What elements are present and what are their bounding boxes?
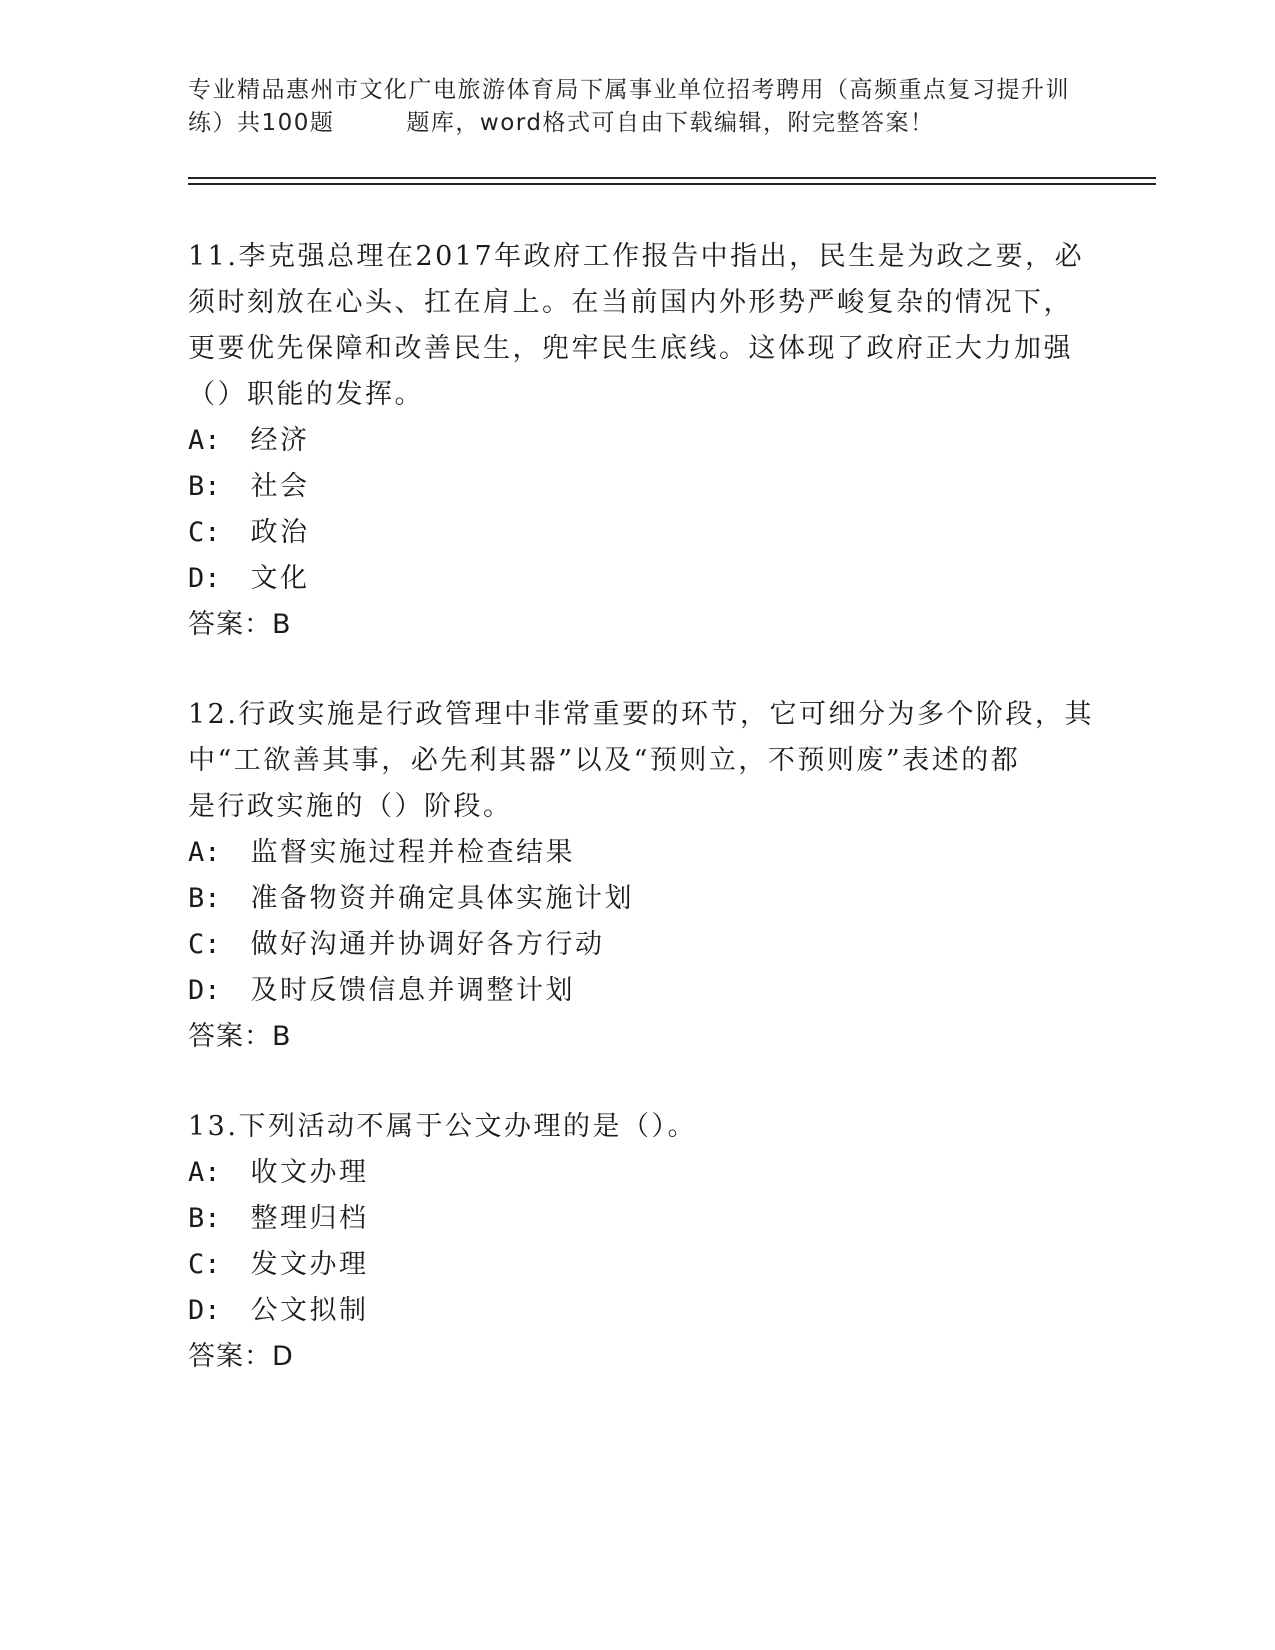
option-text: 及时反馈信息并调整计划 (250, 975, 576, 1006)
header-title-line2-part1: 练）共100题 (188, 110, 335, 136)
option-text: 发文办理 (250, 1249, 369, 1280)
option-letter: C: (188, 929, 221, 960)
document-header (188, 74, 1088, 140)
option-letter: D: (188, 1295, 221, 1326)
stem-line: 须时刻放在心头、扛在肩上。在当前国内外形势严峻复杂的情况下， (188, 287, 1073, 318)
option-a (188, 830, 1088, 876)
option-text: 收文办理 (250, 1157, 369, 1188)
option-c (188, 510, 1088, 556)
stem-line: 更要优先保障和改善民生，兜牢民生底线。这体现了政府正大力加强 (188, 333, 1073, 364)
answer-label: 答案：D (188, 1341, 294, 1372)
header-title-line2-part2: 题库，word格式可自由下载编辑，附完整答案！ (406, 110, 935, 136)
stem-line: 12.行政实施是行政管理中非常重要的环节，它可细分为多个阶段，其 (188, 699, 1094, 730)
answer-label: 答案：B (188, 609, 292, 640)
option-text: 准备物资并确定具体实施计划 (250, 883, 635, 914)
option-text: 经济 (250, 425, 310, 456)
question-13 (188, 1104, 1088, 1380)
option-letter: C: (188, 517, 221, 548)
stem-line: 是行政实施的（）阶段。 (188, 791, 513, 822)
stem-line: 11.李克强总理在2017年政府工作报告中指出，民生是为政之要，必 (188, 241, 1085, 272)
option-letter: A: (188, 425, 221, 456)
option-text: 整理归档 (250, 1203, 369, 1234)
option-a (188, 418, 1088, 464)
option-letter: C: (188, 1249, 221, 1280)
option-d (188, 556, 1088, 602)
option-text: 监督实施过程并检查结果 (250, 837, 576, 868)
header-title-line1: 专业精品惠州市文化广电旅游体育局下属事业单位招考聘用（高频重点复习提升训 (188, 77, 1070, 103)
option-letter: A: (188, 837, 221, 868)
option-c (188, 922, 1088, 968)
answer-label: 答案：B (188, 1021, 292, 1052)
header-title-line2 (188, 107, 1088, 140)
option-text: 公文拟制 (250, 1295, 369, 1326)
option-text: 做好沟通并协调好各方行动 (250, 929, 605, 960)
header-divider-bottom (188, 183, 1156, 185)
question-12 (188, 692, 1094, 1060)
stem-line: （）职能的发挥。 (188, 379, 424, 410)
header-divider-top (188, 177, 1156, 179)
option-letter: B: (188, 1203, 221, 1234)
option-letter: B: (188, 883, 221, 914)
option-text: 政治 (250, 517, 310, 548)
stem-line: 13.下列活动不属于公文办理的是（）。 (188, 1111, 697, 1142)
option-c (188, 1242, 1088, 1288)
question-stem (188, 234, 1088, 418)
option-text: 文化 (250, 563, 310, 594)
stem-line: 中“工欲善其事，必先利其器”以及“预则立，不预则废”表述的都 (188, 745, 1021, 776)
option-a (188, 1150, 1088, 1196)
option-b (188, 876, 1088, 922)
option-letter: D: (188, 975, 221, 1006)
option-d (188, 968, 1088, 1014)
option-letter: D: (188, 563, 221, 594)
option-letter: B: (188, 471, 221, 502)
option-b (188, 464, 1088, 510)
option-b (188, 1196, 1088, 1242)
option-d (188, 1288, 1088, 1334)
question-stem (188, 1104, 1088, 1150)
question-11 (188, 234, 1088, 648)
question-stem (188, 692, 1094, 830)
option-text: 社会 (250, 471, 310, 502)
option-letter: A: (188, 1157, 221, 1188)
